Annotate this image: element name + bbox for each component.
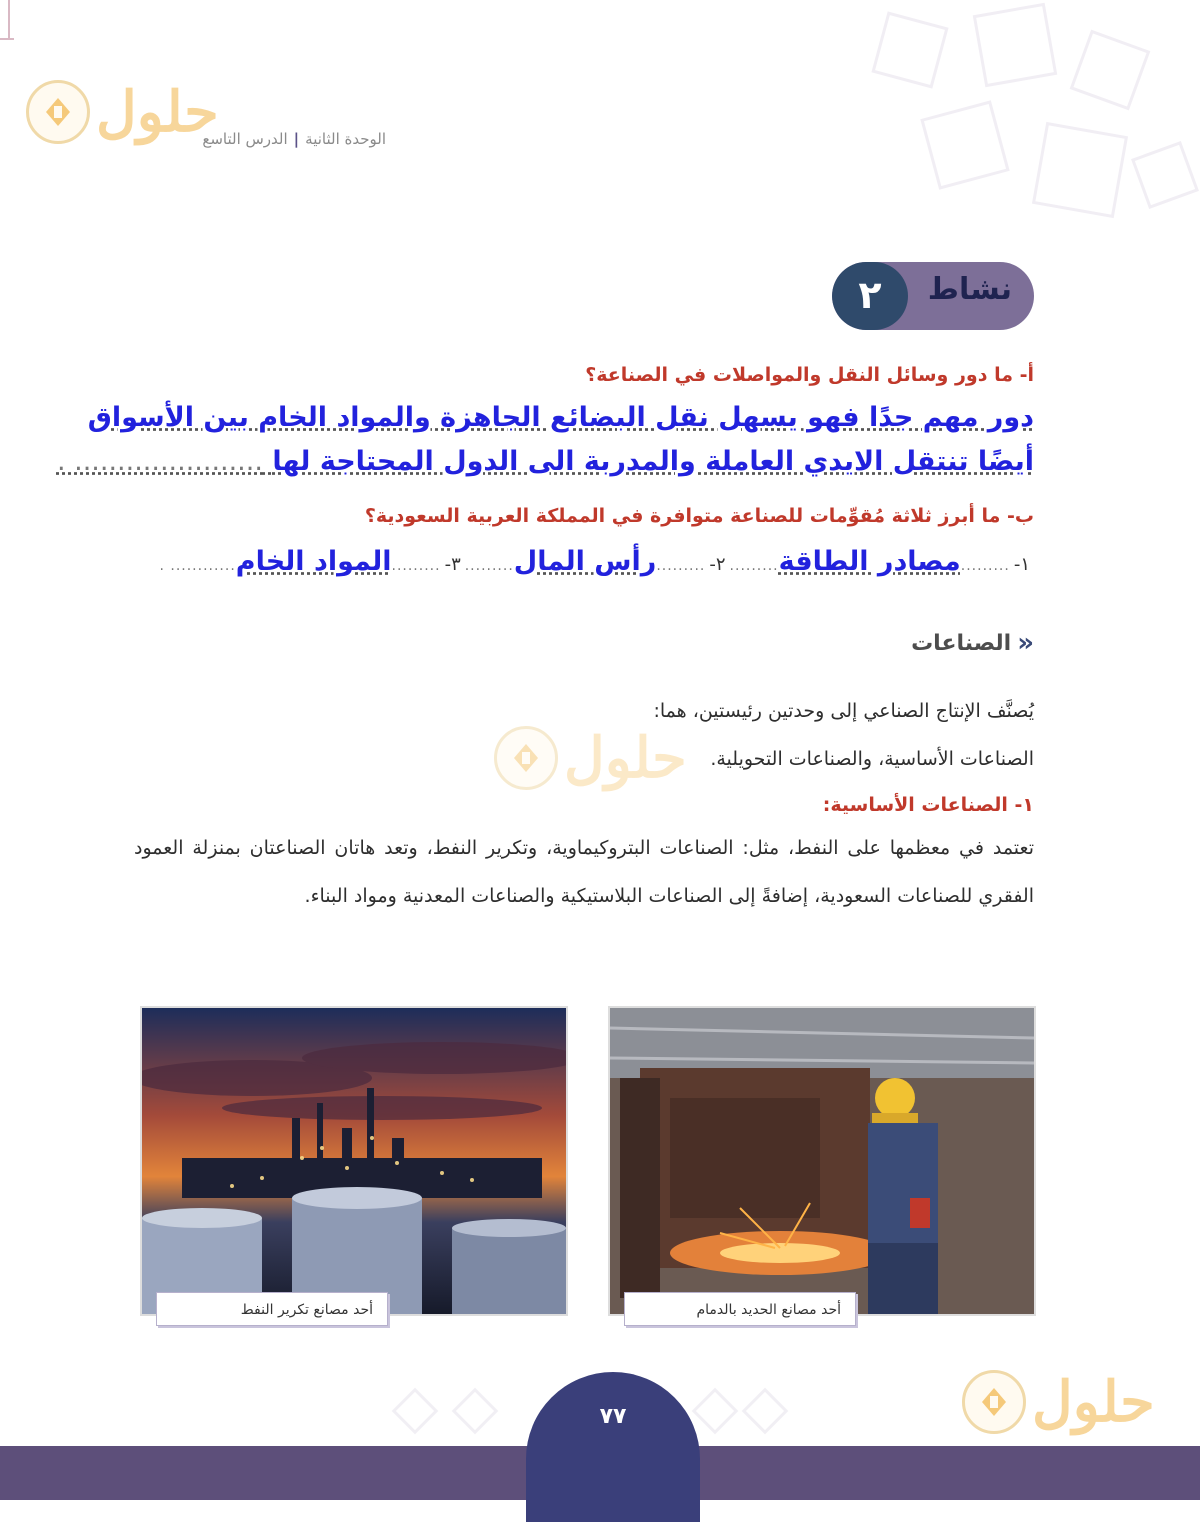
answer-a-line-1: دور مهم جدًا فهو يسهل نقل البضائع الجاهزة والمواد الخام بين الأسواق: [87, 402, 1034, 433]
page-number: ٧٧: [526, 1372, 700, 1522]
list-number: ١-: [1013, 554, 1030, 575]
lesson-label: الدرس التاسع: [202, 130, 288, 148]
intro-line-1: يُصنَّف الإنتاج الصناعي إلى وحدتين رئيستين، هما:: [653, 700, 1034, 722]
logo-text: حلول: [564, 725, 687, 791]
logo-text: حلول: [1032, 1369, 1155, 1435]
list-number: ٢-: [709, 554, 726, 575]
section-title: الصناعات: [911, 630, 1012, 656]
question-b: ب- ما أبرز ثلاثة مُقوِّمات للصناعة متوافرة في المملكة العربية السعودية؟: [364, 505, 1034, 527]
answer-a-line-2-text: أيضًا تنتقل الايدي العاملة والمدربة الى الدول المحتاجة لها: [272, 446, 1034, 477]
unit-label: الوحدة الثانية: [305, 130, 386, 148]
breadcrumb-separator: |: [293, 130, 300, 148]
hulul-logo: [962, 1370, 1155, 1434]
question-a: أ- ما دور وسائل النقل والمواصلات في الصناعة؟: [585, 364, 1034, 386]
hulul-logo: [494, 726, 687, 790]
double-chevron-icon: «: [1017, 628, 1034, 658]
section-heading: [911, 628, 1034, 658]
seal-icon: [26, 80, 90, 144]
basic-industries-paragraph: تعتمد في معظمها على النفط، مثل: الصناعات البتروكيماوية، وتكرير النفط، وتعد هاتان الصناعتان بمنزلة العمود الفقري للصناعات السعودية، إضافةً إلى الصناعات البلاستيكية والصناعات المعدنية ومواد البناء.: [134, 837, 1034, 907]
corner-mark: [0, 38, 14, 40]
subsection-title: ١- الصناعات الأساسية:: [822, 794, 1034, 816]
answer-dots: .........: [960, 558, 1010, 574]
list-number: ٣-: [444, 554, 461, 575]
activity-number: ٢: [832, 262, 908, 330]
steel-caption: أحد مصانع الحديد بالدمام: [624, 1292, 856, 1326]
answer-dots: .........: [729, 558, 779, 574]
answer-b-list: [159, 546, 1034, 577]
logo-text: حلول: [96, 79, 219, 145]
answer-dots: ...................... .: [56, 446, 263, 477]
seal-icon: [962, 1370, 1026, 1434]
intro-line-2: الصناعات الأساسية، والصناعات التحويلية.: [710, 747, 1034, 770]
answer-dots: .........: [391, 558, 441, 574]
answer-b-item-3: المواد الخام: [235, 546, 392, 577]
refinery-caption: أحد مصانع تكرير النفط: [156, 1292, 388, 1326]
answer-b-item-1: مصادر الطاقة: [778, 546, 961, 577]
answer-dots: .........: [464, 558, 514, 574]
activity-label: نشاط: [927, 272, 1012, 307]
breadcrumb: [136, 130, 386, 148]
answer-b-item-2: رأس المال: [513, 546, 657, 577]
seal-icon: [494, 726, 558, 790]
steel-factory-photo: [608, 1006, 1036, 1316]
answer-dots: ............ .: [159, 558, 236, 574]
corner-mark: [8, 0, 10, 40]
answer-a-line-2: [57, 446, 1034, 477]
answer-dots: .........: [656, 558, 706, 574]
refinery-photo: [140, 1006, 568, 1316]
background-pattern: [680, 0, 1200, 260]
activity-badge: [832, 262, 1034, 330]
